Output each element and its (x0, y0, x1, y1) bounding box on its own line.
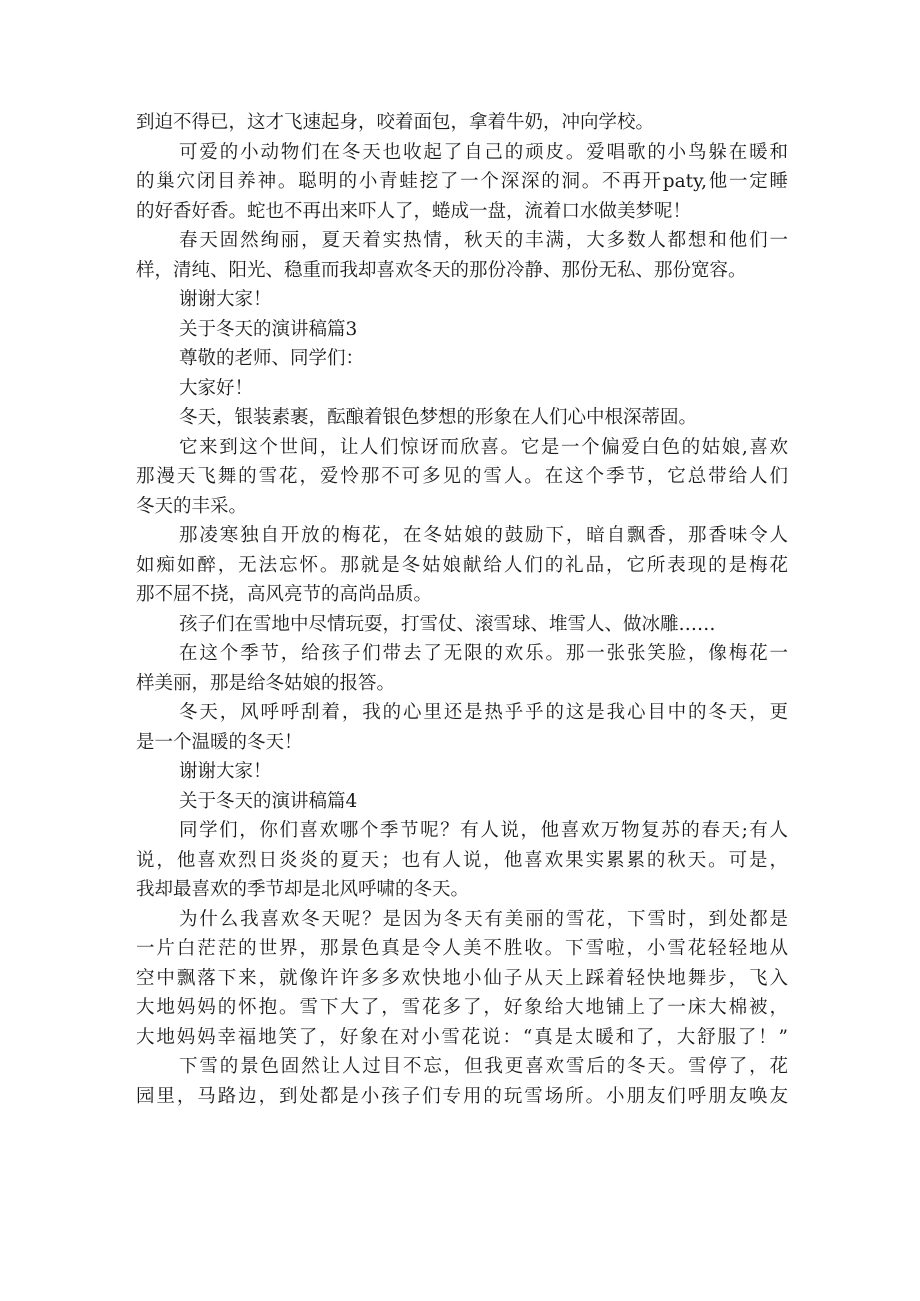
text-line: 一片白茫茫的世界，那景色真是令人美不胜收。下雪啦，小雪花轻轻地从 (136, 938, 788, 959)
text-line: 可爱的小动物们在冬天也收起了自己的顽皮。爱唱歌的小鸟躲在暖和 (179, 141, 788, 163)
text-line: 下雪的景色固然让人过目不忘，但我更喜欢雪后的冬天。雪停了，花 (179, 1056, 788, 1077)
text-line: 谢谢大家！ (179, 761, 272, 782)
text-line: 为什么我喜欢冬天呢？是因为冬天有美丽的雪花，下雪时，到处都是 (179, 908, 788, 930)
text-line: 它来到这个世间，让人们惊讶而欣喜。它是一个偏爱白色的姑娘,喜欢 (179, 436, 788, 458)
text-line: 关于冬天的演讲稿篇4 (179, 790, 358, 812)
text-line: 是一个温暖的冬天！ (136, 731, 303, 753)
text-line: 春天固然绚丽，夏天着实热情，秋天的丰满，大多数人都想和他们一 (179, 230, 788, 251)
text-line: 大地妈妈幸福地笑了，好象在对小雪花说：“真是太暖和了，大舒服了！” (136, 1026, 788, 1048)
text-line: 关于冬天的演讲稿篇3 (179, 318, 358, 340)
text-line: 冬天的丰采。 (136, 495, 248, 517)
text-line: 谢谢大家！ (179, 289, 272, 310)
text-line: 如痴如醉，无法忘怀。那就是冬姑娘献给人们的礼品，它所表现的是梅花 (136, 554, 788, 576)
text-line: 园里，马路边，到处都是小孩子们专用的玩雪场所。小朋友们呼朋友唤友 (136, 1085, 788, 1107)
text-line: 那漫天飞舞的雪花，爱怜那不可多见的雪人。在这个季节，它总带给人们 (136, 466, 788, 487)
text-line: 到迫不得已，这才飞速起身，咬着面包，拿着牛奶，冲向学校。 (136, 112, 655, 133)
text-line: 冬天，银装素裹，酝酿着银色梦想的形象在人们心中根深蒂固。 (179, 407, 698, 428)
text-line: 那凌寒独自开放的梅花，在冬姑娘的鼓励下，暗自飘香，那香味令人 (179, 525, 788, 546)
text-line: 空中飘落下来，就像许许多多欢快地小仙子从天上踩着轻快地舞步，飞入 (136, 967, 788, 989)
text-line: 那不屈不挠，高风亮节的高尚品质。 (136, 584, 433, 605)
text-line: 在这个季节，给孩子们带去了无限的欢乐。那一张张笑脸，像梅花一 (179, 643, 788, 664)
text-line: 我却最喜欢的季节却是北风呼啸的冬天。 (136, 879, 470, 900)
text-line: 样，清纯、阳光、稳重而我却喜欢冬天的那份冷静、那份无私、那份宽容。 (136, 259, 747, 281)
text-line: 的巢穴闭目养神。聪明的小青蛙挖了一个深深的洞。不再开paty,他一定睡 (136, 171, 788, 192)
text-line: 样美丽，那是给冬姑娘的报答。 (136, 672, 396, 694)
text-line: 冬天，风呼呼刮着，我的心里还是热乎乎的这是我心目中的冬天，更 (179, 702, 788, 723)
text-line: 大地妈妈的怀抱。雪下大了，雪花多了，好象给大地铺上了一床大棉被， (136, 997, 788, 1018)
text-line: 的好香好香。蛇也不再出来吓人了，蜷成一盘，流着口水做美梦呢！ (136, 200, 692, 222)
text-line: 说，他喜欢烈日炎炎的夏天；也有人说，他喜欢果实累累的秋天。可是， (136, 849, 788, 871)
text-line: 孩子们在雪地中尽情玩耍，打雪仗、滚雪球、堆雪人、做冰雕…… (179, 613, 716, 635)
document-body (136, 108, 788, 1111)
text-line: 同学们，你们喜欢哪个季节呢？有人说，他喜欢万物复苏的春天;有人 (179, 820, 788, 841)
text-line: 大家好！ (179, 377, 254, 399)
text-line: 尊敬的老师、同学们： (179, 348, 365, 369)
